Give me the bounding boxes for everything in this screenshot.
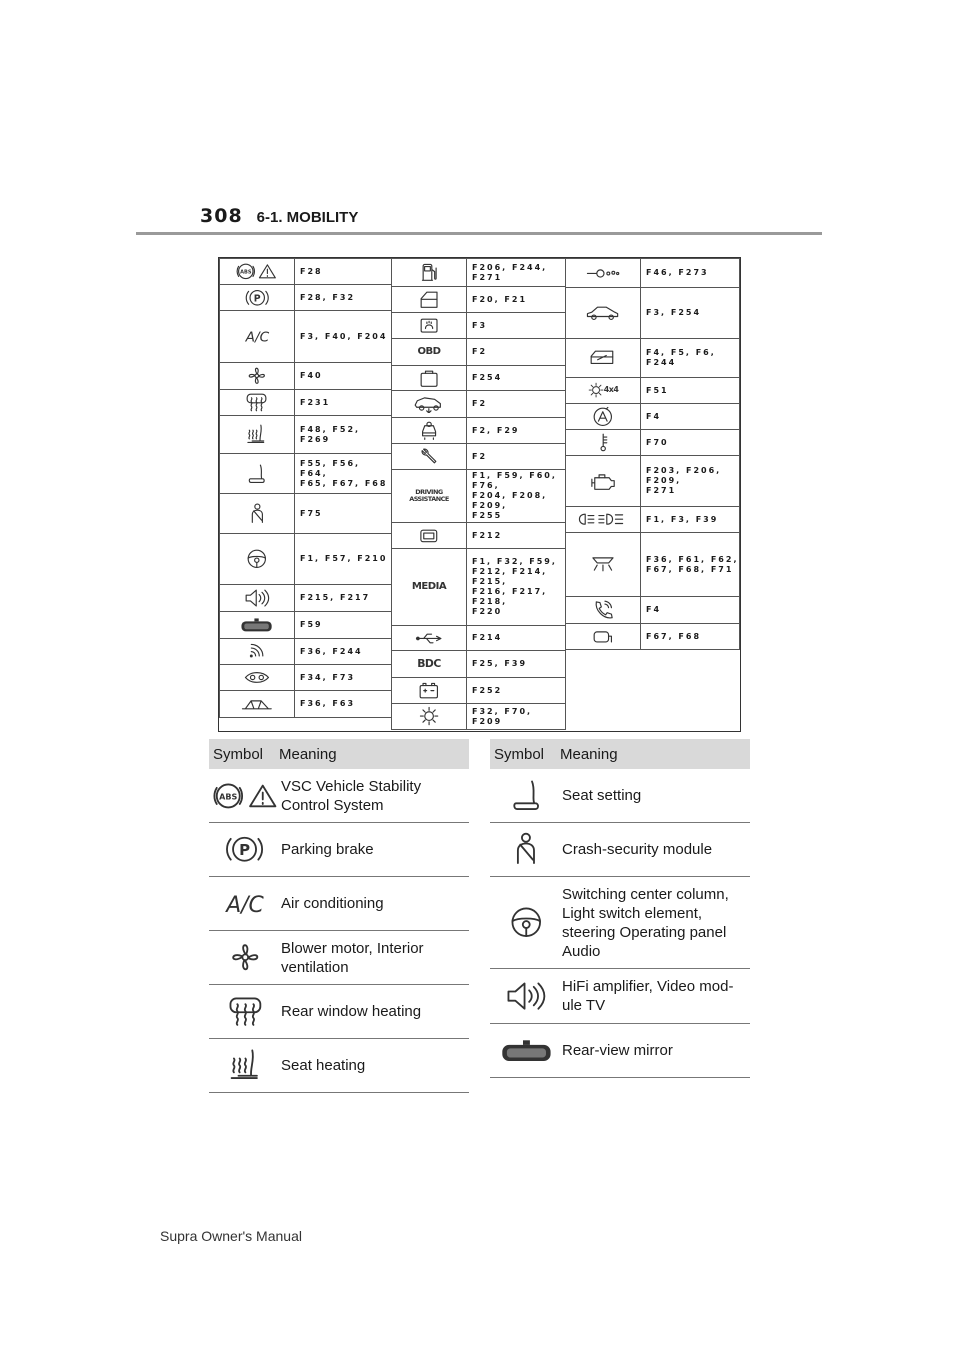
obd-icon: OBD: [417, 345, 441, 357]
fuse-cell-symbol: [566, 378, 641, 403]
legend-symbol: [209, 1047, 281, 1084]
legend-meaning: Crash-security module: [562, 841, 713, 858]
fuse-cell: [391, 469, 566, 523]
fuse-numbers: F254: [472, 373, 503, 382]
phone-icon: [592, 599, 614, 621]
seat-heating-icon: [245, 423, 268, 446]
fuse-cell-symbol: [220, 259, 295, 284]
fuse-numbers: F215, F217: [300, 593, 371, 602]
mirror-icon: [240, 617, 273, 633]
fuse-numbers: F2, F29: [472, 425, 520, 435]
legend-meaning: Seat setting: [562, 787, 642, 804]
svg-text:P: P: [239, 841, 251, 860]
legend-header-symbol: Symbol: [213, 745, 264, 763]
fuse-cell: [565, 287, 740, 339]
fuse-numbers: F25, F39: [472, 659, 528, 668]
parking-brake-icon: [245, 287, 269, 309]
fuse-box-diagram: [218, 257, 741, 732]
seat-icon: [509, 778, 544, 813]
camera-icon: [592, 629, 614, 645]
legend-meaning: Air conditioning: [281, 895, 384, 912]
legend-row: [209, 985, 469, 1039]
fuse-cell: [219, 415, 392, 454]
fuse-cell-symbol: [220, 691, 295, 717]
fuse-cell-symbol: [392, 678, 467, 703]
fuse-cell: [565, 506, 740, 533]
legend-symbol: [490, 980, 562, 1012]
fuse-numbers: F3, F254: [646, 308, 702, 317]
abs-warning-icon: [235, 262, 278, 281]
fuse-numbers: F1, F3, F39: [646, 514, 719, 524]
car-side-icon: [586, 305, 619, 321]
fuse-cell: [219, 284, 392, 311]
legend-table-right: [490, 739, 750, 1078]
fuse-cell: [219, 664, 392, 691]
fuse-numbers: F67, F68: [646, 631, 702, 641]
legend-row: [490, 769, 750, 823]
fuse-cell-symbol: [566, 533, 641, 596]
fuse-numbers: F28, F32: [300, 292, 356, 302]
fuse-cell-symbol: [392, 549, 467, 625]
fuse-cell-symbol: [220, 285, 295, 310]
fuse-cell: [391, 312, 566, 339]
fuse-numbers: F1, F32, F59, F212, F214, F215, F216, F217, F218, F220: [472, 557, 557, 616]
fuse-cell: [391, 677, 566, 704]
fuse-cell-symbol: [392, 366, 467, 390]
fuse-cell-symbol: [566, 430, 641, 455]
fuse-cell-symbol: [220, 494, 295, 533]
legend-row: [490, 1024, 750, 1078]
legend-meaning: Parking brake: [281, 841, 374, 858]
display-icon: [418, 528, 440, 544]
abs-warning-icon: [211, 781, 280, 811]
fuse-cell-symbol: [392, 470, 467, 522]
fuse-cell-symbol: [392, 523, 467, 548]
fuse-numbers: F4: [646, 605, 662, 614]
page-number: 308: [200, 205, 243, 227]
fuse-cell: [219, 533, 392, 585]
fuse-cell: [565, 338, 740, 378]
seatbelt-person-icon: [511, 832, 541, 867]
fuse-numbers: F36, F61, F62, F67, F68, F71: [646, 554, 739, 574]
fuse-cell: [565, 623, 740, 650]
fuse-cell-symbol: [220, 311, 295, 362]
steering-wheel-icon: [246, 548, 268, 570]
fuse-numbers: F4, F5, F6, F244: [646, 348, 716, 367]
engine-icon: [589, 472, 616, 491]
fuse-cell-symbol: [392, 418, 467, 443]
svg-text:A/C: A/C: [245, 329, 269, 346]
footer-text: Supra Owner's Manual: [160, 1228, 302, 1244]
headlight-icon: [578, 512, 628, 526]
fuse-cell: [391, 258, 566, 287]
legend-header: [209, 739, 469, 769]
fuse-cell-symbol: [392, 259, 467, 286]
interior-light-icon: [590, 555, 616, 574]
fuse-cell: [219, 493, 392, 534]
glovebox-icon: [419, 369, 439, 388]
fuel-pump-icon: [421, 263, 437, 282]
fuse-numbers: F4: [646, 411, 662, 421]
fuse-numbers: F20, F21: [472, 294, 528, 304]
fuse-cell: [219, 389, 392, 416]
fuse-cell-symbol: [220, 585, 295, 611]
fuse-cell-symbol: [566, 624, 641, 649]
fuse-cell-symbol: [566, 404, 641, 429]
speaker-icon: [505, 980, 546, 1012]
fuse-numbers: F203, F206, F209, F271: [646, 466, 722, 495]
fuse-cell-symbol: [566, 339, 641, 377]
thermometer-icon: [596, 432, 610, 452]
fuse-cell-symbol: [392, 704, 467, 729]
fuse-numbers: F2: [472, 347, 488, 356]
fuse-cell: [391, 390, 566, 418]
fuse-numbers: F48, F52, F269: [300, 424, 361, 444]
seatbelt-person-icon: [248, 503, 267, 525]
fuse-cell-symbol: [392, 313, 467, 338]
fuse-cell-symbol: [566, 507, 641, 532]
auto-start-icon: [592, 406, 614, 428]
4x4-icon: 4x4: [588, 382, 619, 398]
fuse-cell: [219, 310, 392, 363]
legend-row: [209, 877, 469, 931]
fuse-cell-symbol: [392, 287, 467, 312]
car-tilt-icon: [413, 395, 445, 414]
fuse-cell-symbol: [392, 626, 467, 650]
fuse-numbers: F75: [300, 508, 323, 518]
fuse-cell-symbol: [220, 665, 295, 690]
legend-symbol: [209, 832, 281, 867]
fuse-numbers: F59: [300, 620, 323, 629]
fuse-cell-symbol: [392, 391, 467, 417]
fuse-numbers: F36, F63: [300, 699, 356, 708]
fuse-cell: [219, 362, 392, 390]
speaker-icon: [244, 588, 270, 608]
fuse-numbers: F55, F56, F64, F65, F67, F68: [300, 458, 388, 488]
legend-symbol: [490, 905, 562, 940]
fuse-cell: [565, 429, 740, 456]
fuse-cell: [565, 532, 740, 597]
legend-row: [209, 769, 469, 823]
fuse-numbers: F46, F273: [646, 268, 709, 277]
car-front-icon: [419, 420, 439, 440]
svg-text:P: P: [253, 293, 261, 305]
fuse-numbers: F231: [300, 397, 331, 407]
fuse-numbers: F214: [472, 633, 503, 642]
legend-meaning: Blower motor, Interior ventilation: [281, 939, 424, 976]
legend-meaning: HiFi amplifier, Video mod-ule TV: [562, 978, 734, 1014]
fuse-cell-symbol: [220, 454, 295, 493]
legend-symbol: [490, 778, 562, 813]
legend-header-meaning: Meaning: [560, 745, 618, 763]
usb-icon: [415, 632, 444, 645]
svg-text:A/C: A/C: [226, 892, 264, 918]
fuse-cell: [565, 258, 740, 288]
fuse-cell: [219, 638, 392, 665]
trunk-icon: [589, 349, 618, 366]
legend-row: [490, 823, 750, 877]
fuse-cell-symbol: [392, 651, 467, 677]
legend-header-meaning: Meaning: [279, 745, 337, 763]
fuse-cell-symbol: [566, 597, 641, 623]
fuse-cell: [219, 584, 392, 612]
legend-table-left: [209, 739, 469, 1093]
fuse-cell-symbol: [392, 444, 467, 469]
fuse-cell: [391, 338, 566, 366]
legend-symbol: [209, 940, 281, 975]
fuse-cell: [219, 611, 392, 639]
legend-row: [209, 1039, 469, 1093]
fuse-cell-symbol: [566, 456, 641, 506]
fuse-numbers: F252: [472, 685, 503, 695]
fuse-numbers: F1, F57, F210: [300, 554, 388, 563]
gear-icon: [419, 706, 439, 726]
legend-symbol: [209, 890, 281, 918]
page-header: [200, 205, 358, 227]
fuse-numbers: F32, F70, F209: [472, 706, 533, 726]
legend-symbol: [209, 995, 281, 1027]
fuse-cell-symbol: [220, 416, 295, 453]
door-icon: [419, 290, 439, 309]
legend-meaning: Seat heating: [281, 1057, 366, 1074]
ambient-light-icon: [419, 317, 439, 334]
legend-row: [209, 931, 469, 985]
fuse-numbers: F51: [646, 385, 669, 395]
driving-assistance-icon: DRIVING ASSISTANCE: [409, 488, 449, 503]
battery-icon: [418, 682, 440, 699]
fuse-numbers: F36, F244: [300, 646, 363, 656]
fuse-cell-symbol: [220, 534, 295, 584]
fuse-cell: [391, 625, 566, 651]
fuse-cell-symbol: [220, 363, 295, 389]
svg-text:ABS: ABS: [218, 791, 237, 801]
fuse-numbers: F2: [472, 451, 488, 461]
section-title: 6-1. MOBILITY: [256, 209, 359, 226]
seat-heating-icon: [227, 1047, 264, 1084]
steering-wheel-icon: [509, 905, 544, 940]
legend-header: [490, 739, 750, 769]
fuse-cell: [219, 453, 392, 494]
legend-meaning: Rear window heating: [281, 1003, 422, 1020]
legend-symbol: [209, 781, 281, 811]
fuse-numbers: F34, F73: [300, 672, 356, 682]
fuse-numbers: F2: [472, 399, 488, 408]
wrench-icon: [420, 447, 439, 466]
fuse-cell: [391, 548, 566, 626]
fuse-cell: [391, 703, 566, 730]
ac-icon: [222, 890, 268, 918]
parking-brake-icon: [225, 832, 264, 867]
fuse-cell: [391, 522, 566, 549]
legend-row: [209, 823, 469, 877]
fuse-numbers: F212: [472, 530, 503, 540]
fuse-cell: [565, 377, 740, 404]
fuse-cell-symbol: [220, 390, 295, 415]
fuse-numbers: F3, F40, F204: [300, 331, 388, 341]
fuse-cell: [219, 258, 392, 285]
legend-header-symbol: Symbol: [494, 745, 545, 763]
svg-text:ABS: ABS: [240, 269, 252, 276]
legend-meaning: Rear-view mirror: [562, 1042, 673, 1059]
fan-icon: [228, 940, 263, 975]
fuse-cell: [391, 365, 566, 391]
bdc-icon: BDC: [417, 657, 441, 671]
legend-row: [490, 969, 750, 1024]
header-rule: [136, 232, 822, 235]
fuse-cell-symbol: [392, 339, 467, 365]
fuse-cell: [565, 403, 740, 430]
fuse-cell: [565, 455, 740, 507]
legend-symbol: [490, 832, 562, 867]
fuse-cell: [565, 596, 740, 624]
fuse-cell: [391, 443, 566, 470]
fuse-cell-symbol: [220, 639, 295, 664]
fuse-cell-symbol: [220, 612, 295, 638]
fuse-numbers: F40: [300, 371, 323, 380]
fuse-cell: [391, 286, 566, 313]
fuse-numbers: F70: [646, 437, 669, 447]
exhaust-icon: [586, 267, 619, 280]
rear-window-heating-icon: [245, 392, 268, 412]
fuse-cell-symbol: [566, 259, 641, 287]
legend-symbol: [490, 1038, 562, 1063]
legend-meaning: Switching center column, Light switch element, steering Operating panel Audio: [562, 885, 729, 960]
eye-icon: [244, 671, 270, 684]
car-roof-icon: [241, 698, 273, 711]
fuse-cell: [219, 690, 392, 718]
mirror-icon: [500, 1038, 553, 1063]
ac-icon: [243, 328, 272, 345]
fuse-cell-symbol: [566, 288, 641, 338]
media-icon: MEDIA: [411, 580, 447, 592]
legend-meaning: VSC Vehicle Stability Control System: [281, 777, 422, 814]
legend-row: [490, 877, 750, 969]
fuse-numbers: F3: [472, 320, 488, 330]
rear-window-heating-icon: [227, 995, 264, 1027]
fuse-numbers: F28: [300, 266, 323, 276]
fuse-cell: [391, 417, 566, 444]
fuse-numbers: F1, F59, F60, F76, F204, F208, F209, F255: [472, 471, 557, 520]
seat-icon: [246, 463, 268, 485]
fuse-cell: [391, 650, 566, 678]
wireless-icon: [247, 643, 267, 660]
fan-icon: [246, 365, 268, 387]
fuse-numbers: F206, F244, F271: [472, 262, 548, 282]
